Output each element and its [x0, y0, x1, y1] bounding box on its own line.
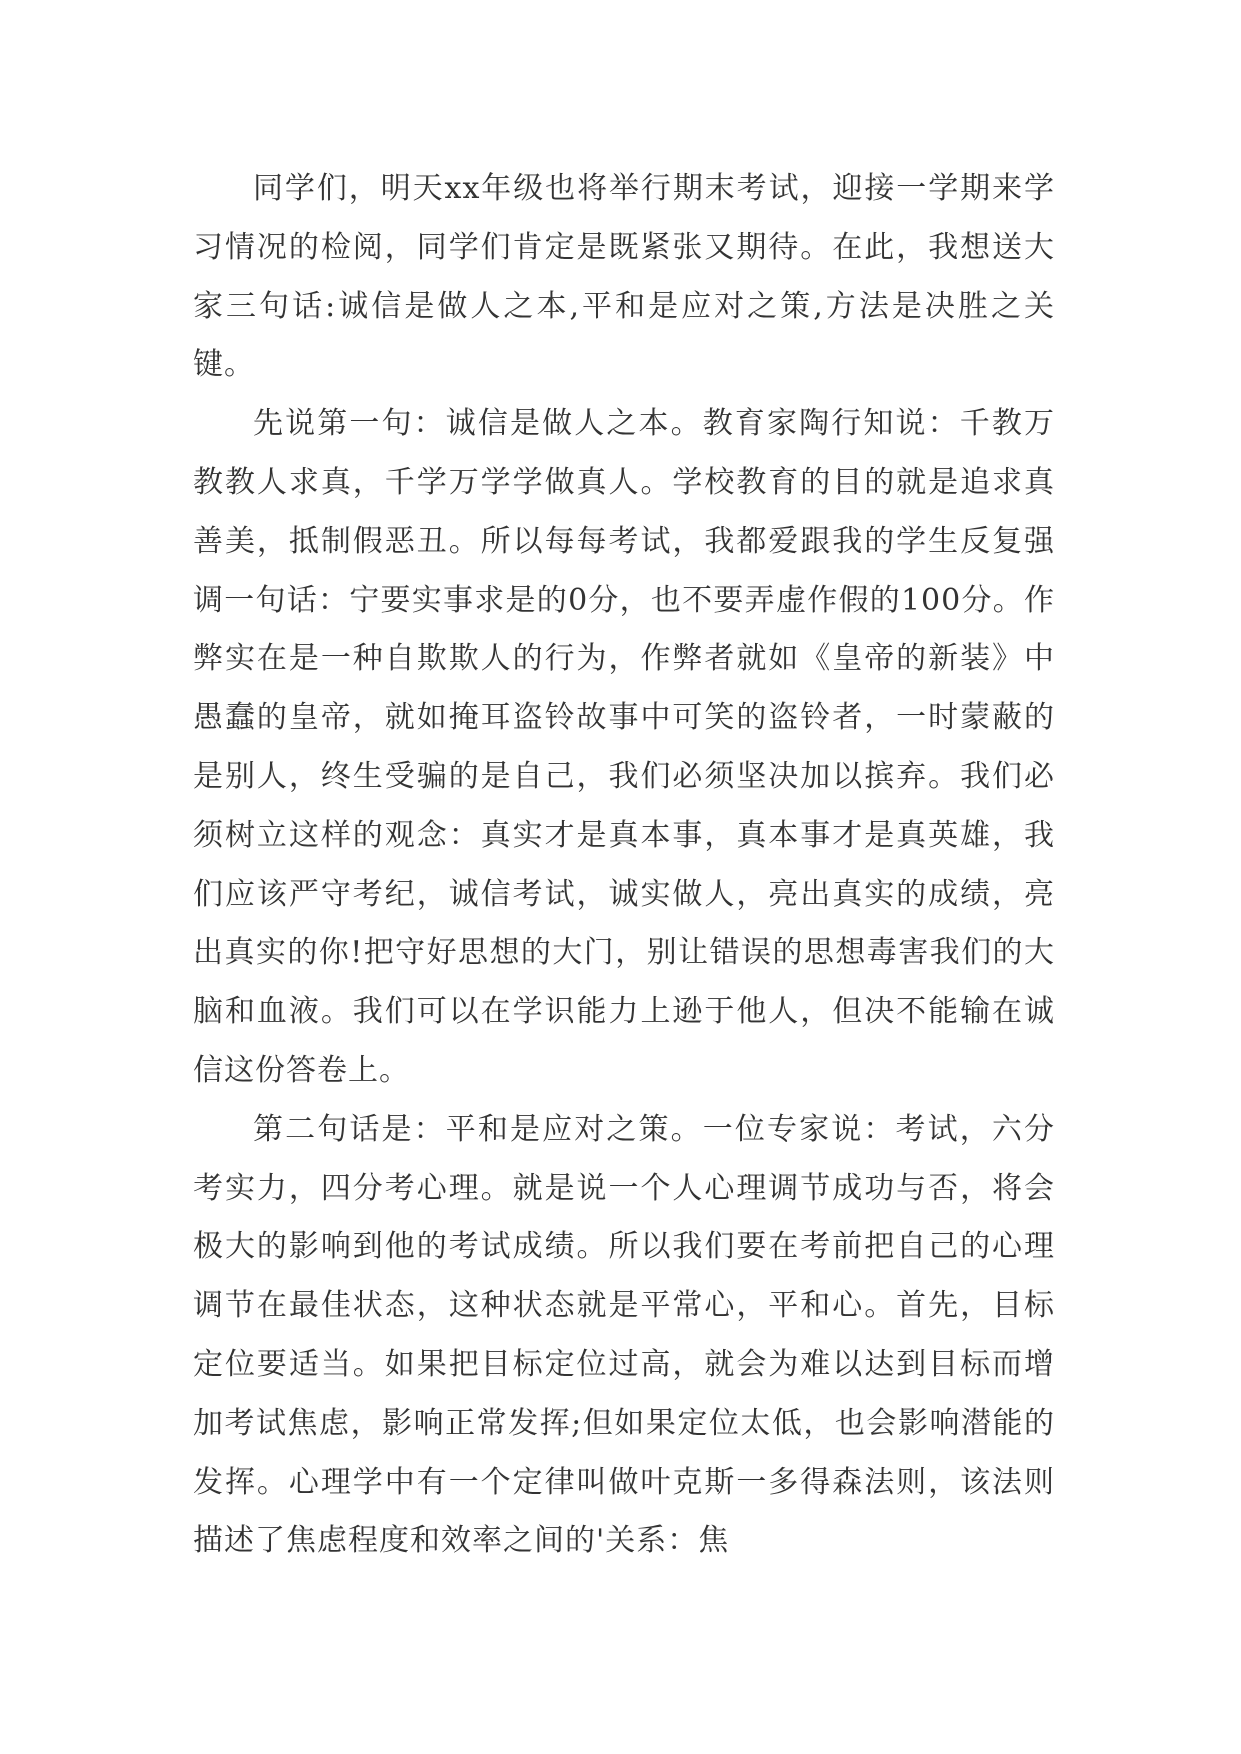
paragraph-3: 第二句话是：平和是应对之策。一位专家说：考试，六分考实力，四分考心理。就是说一个人心理调节成功与否，将会极大的影响到他的考试成绩。所以我们要在考前把自己的心理调节在最佳状态，这种状态就是平常心，平和心。首先，目标定位要适当。如果把目标定位过高，就会为难以达到目标而增加考试焦虑，影响正常发挥;但如果定位太低，也会影响潜能的发挥。心理学中有一个定律叫做叶克斯一多得森法则，该法则描述了焦虑程度和效率之间的'关系：焦 — [193, 1111, 1055, 1559]
paragraph-2: 先说第一句：诚信是做人之本。教育家陶行知说：千教万教教人求真，千学万学学做真人。学校教育的目的就是追求真善美，抵制假恶丑。所以每每考试，我都爱跟我的学生反复强调一句话：宁要实事求是的0分，也不要弄虚作假的100分。作弊实在是一种自欺欺人的行为，作弊者就如《皇帝的新装》中愚蠢的皇帝，就如掩耳盗铃故事中可笑的盗铃者，一时蒙蔽的是别人，终生受骗的是自己，我们必须坚决加以摈弃。我们必须树立这样的观念：真实才是真本事，真本事才是真英雄，我们应该严守考纪，诚信考试，诚实做人，亮出真实的成绩，亮出真实的你!把守好思想的大门，别让错误的思想毒害我们的大脑和血液。我们可以在学识能力上逊于他人，但决不能输在诚信这份答卷上。 — [193, 406, 1055, 1088]
paragraph-1: 同学们，明天xx年级也将举行期末考试，迎接一学期来学习情况的检阅，同学们肯定是既紧张又期待。在此，我想送大家三句话:诚信是做人之本,平和是应对之策,方法是决胜之关键。 — [193, 171, 1055, 383]
document-body — [193, 160, 1055, 1571]
